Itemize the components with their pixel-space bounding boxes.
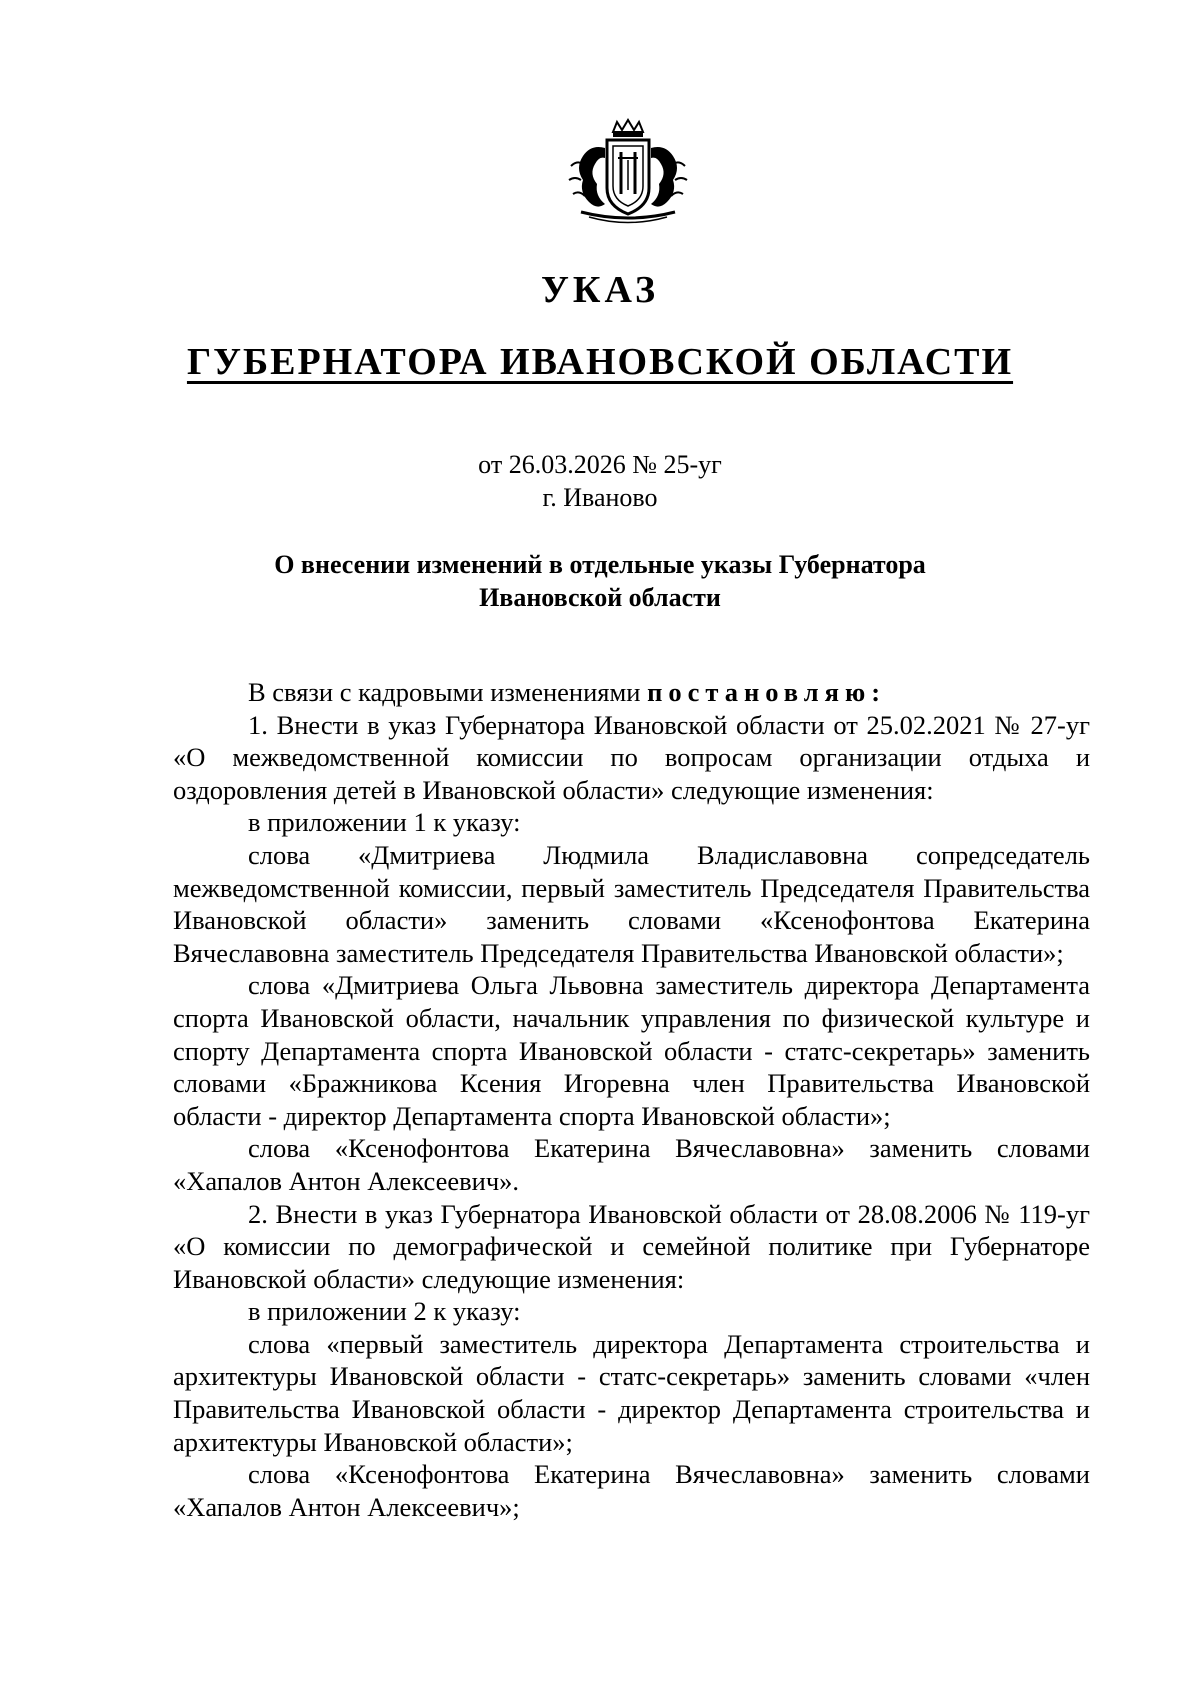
- item-2-change-2-paragraph: слова «Ксенофонтова Екатерина Вячеславовна» заменить словами «Хапалов Антон Алексеевич»;: [173, 1459, 1090, 1522]
- ivanovo-region-coat-of-arms-icon: [561, 118, 695, 226]
- date-and-number: от 26.03.2026 № 25-уг: [478, 450, 722, 479]
- item-2-change-1-paragraph: слова «первый заместитель директора Департамента строительства и архитектуры Ивановской области - статс-секретарь» заменить словами «член Правительства Ивановской области - директор Департамента строительства и архитектуры Ивановской области»;: [173, 1328, 1090, 1457]
- issuer-title: [0, 340, 1200, 384]
- decree-subject-line-1: О внесении изменений в отдельные указы Губернатора: [274, 550, 926, 579]
- decree-body: [173, 676, 1090, 1523]
- item-2-paragraph: 2. Внести в указ Губернатора Ивановской области от 28.08.2006 № 119-уг «О комиссии по демографической и семейной политике при Губернаторе Ивановской области» следующие изменения:: [173, 1198, 1090, 1294]
- item-1-annex-paragraph: в приложении 1 к указу:: [248, 807, 521, 838]
- item-1-change-1-paragraph: слова «Дмитриева Людмила Владиславовна сопредседатель межведомственной комиссии, первый заместитель Председателя Правительства Ивановской области» заменить словами «Ксенофонтова Екатерина Вячеславовна заместитель Председателя Правительства Ивановской области»;: [173, 839, 1090, 968]
- item-1-paragraph: 1. Внести в указ Губернатора Ивановской области от 25.02.2021 № 27-уг «О межведомственной комиссии по вопросам организации отдыха и оздоровления детей в Ивановской области» следующие изменения:: [173, 709, 1090, 805]
- item-2-annex-paragraph: в приложении 2 к указу:: [248, 1296, 521, 1327]
- item-1-change-2-paragraph: слова «Дмитриева Ольга Львовна заместитель директора Департамента спорта Ивановской области, начальник управления по физической культуре и спорту Департамента спорта Ивановской области - статс-секретарь» заменить словами «Бражникова Ксения Игоревна член Правительства Ивановской области - директор Департамента спорта Ивановской области»;: [173, 970, 1090, 1131]
- document-type-title: УКАЗ: [541, 269, 659, 311]
- decree-word: постановляю:: [647, 677, 887, 707]
- preamble-text: В связи с кадровыми изменениями: [248, 677, 648, 707]
- preamble-paragraph: [173, 676, 1090, 709]
- issuer-title-text: ГУБЕРНАТОРА ИВАНОВСКОЙ ОБЛАСТИ: [186, 341, 1014, 383]
- decree-subject: [0, 548, 1200, 614]
- item-1-change-3-paragraph: слова «Ксенофонтова Екатерина Вячеславовна» заменить словами «Хапалов Антон Алексеевич».: [173, 1133, 1090, 1196]
- decree-subject-line-2: Ивановской области: [479, 583, 721, 612]
- city: г. Иваново: [542, 483, 658, 512]
